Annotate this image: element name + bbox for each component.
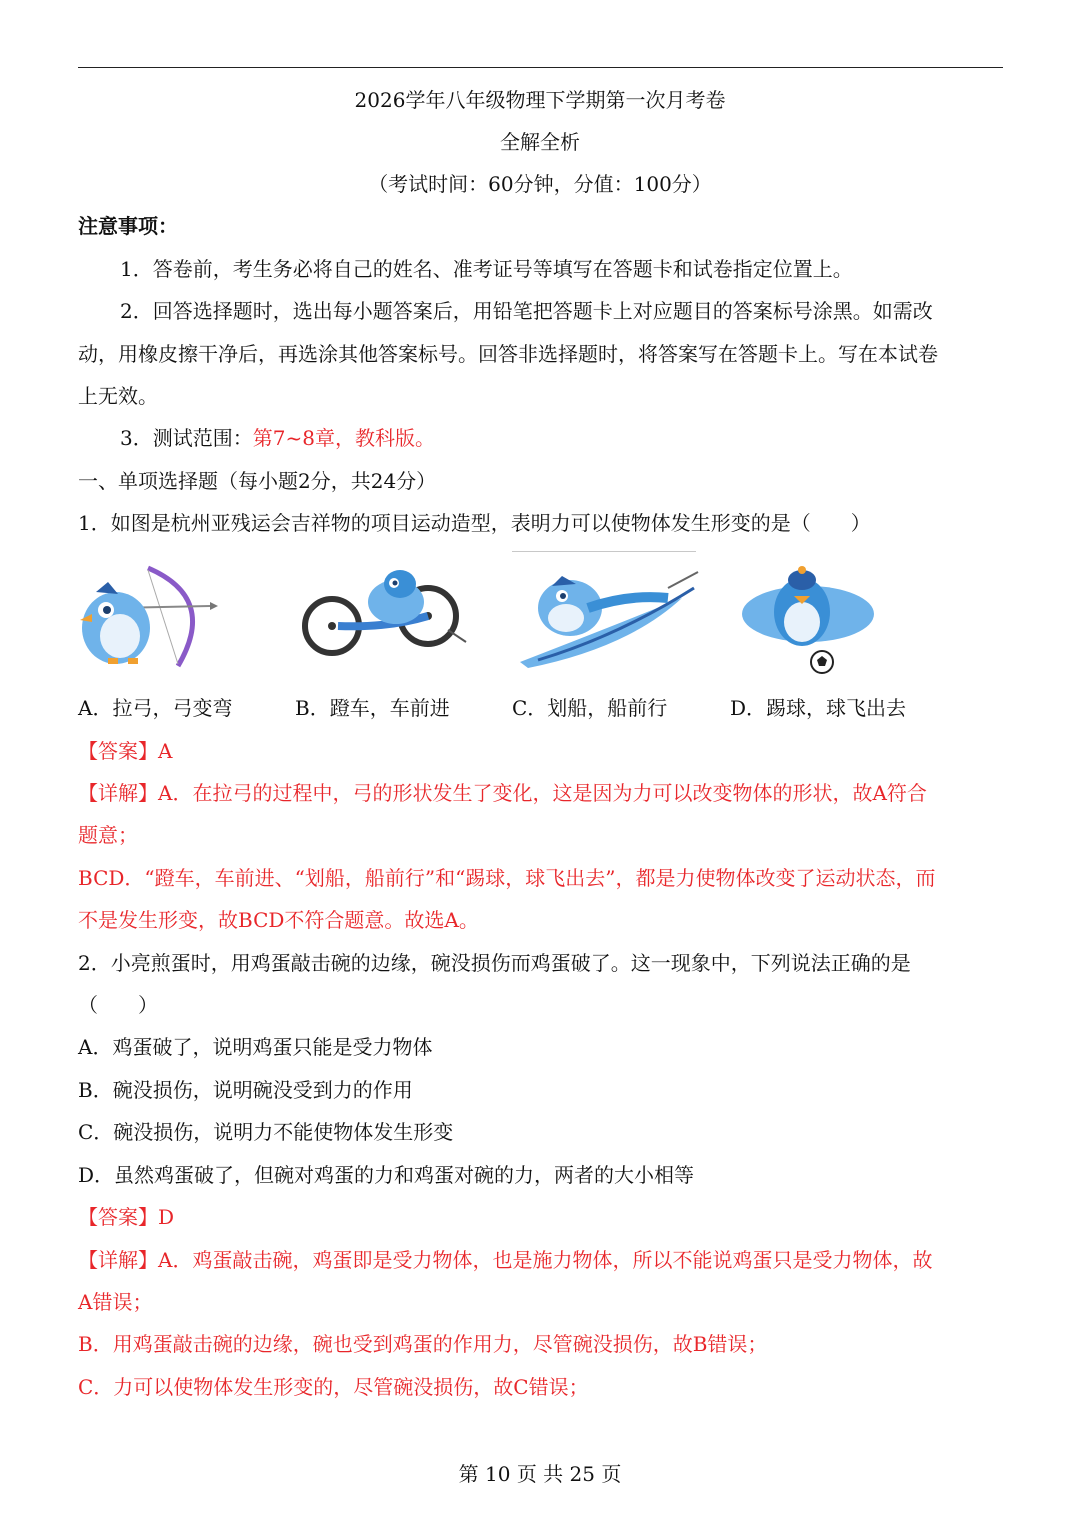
football-mascot-image: [738, 558, 924, 676]
q1-explain-line-1: 【详解】A．在拉弓的过程中，弓的形状发生了变化，这是因为力可以改变物体的形状，故A符合: [78, 781, 927, 805]
page-subtitle: 全解全析: [500, 130, 580, 154]
notes-heading: 注意事项：: [78, 214, 178, 238]
q2-stem-line-2: （ ）: [78, 993, 158, 1017]
q2-answer: 【答案】D: [78, 1205, 175, 1229]
exam-info: （考试时间：60分钟，分值：100分）: [368, 172, 712, 196]
q1-explain-line-4: 不是发生形变，故BCD不符合题意。故选A。: [78, 908, 479, 932]
q2-explain-line-2: A错误；: [78, 1290, 153, 1314]
q1-option-b: B．蹬车，车前进: [295, 696, 450, 720]
rowing-mascot-image: [518, 558, 704, 676]
notes-item-3-prefix: 3．测试范围：: [120, 426, 253, 450]
notes-item-2-line-1: 2．回答选择题时，选出每小题答案后，用铅笔把答题卡上对应题目的答案标号涂黑。如需改: [120, 299, 933, 323]
page-footer: 第 10 页 共 25 页: [458, 1462, 622, 1486]
test-scope: 第7~8章，教科版。: [252, 426, 435, 450]
q1-explain-line-2: 题意；: [78, 823, 138, 847]
header-rule: [78, 67, 1003, 68]
q1-explain-line-3: BCD．“蹬车，车前进、“划船，船前行”和“踢球，球飞出去”，都是力使物体改变了运动状态，而: [78, 866, 936, 890]
image-divider: [512, 551, 696, 552]
page-title: 2026学年八年级物理下学期第一次月考卷: [354, 88, 726, 112]
q2-explain-line-3: B．用鸡蛋敲击碗的边缘，碗也受到鸡蛋的作用力，尽管碗没损伤，故B错误；: [78, 1332, 768, 1356]
q1-option-c: C．划船，船前行: [512, 696, 668, 720]
archery-mascot-image: [78, 558, 264, 676]
q2-option-a: A．鸡蛋破了，说明鸡蛋只能是受力物体: [78, 1035, 433, 1059]
handcycle-mascot-image: [298, 558, 484, 676]
section-heading: 一、单项选择题（每小题2分，共24分）: [78, 469, 437, 493]
q2-explain-line-1: 【详解】A．鸡蛋敲击碗，鸡蛋即是受力物体，也是施力物体，所以不能说鸡蛋只是受力物体，故: [78, 1248, 933, 1272]
notes-item-2-line-3: 上无效。: [78, 384, 158, 408]
q2-option-b: B．碗没损伤，说明碗没受到力的作用: [78, 1078, 413, 1102]
q2-option-d: D．虽然鸡蛋破了，但碗对鸡蛋的力和鸡蛋对碗的力，两者的大小相等: [78, 1163, 695, 1187]
q1-option-a: A．拉弓，弓变弯: [78, 696, 233, 720]
q2-stem-line-1: 2．小亮煎蛋时，用鸡蛋敲击碗的边缘，碗没损伤而鸡蛋破了。这一现象中，下列说法正确的是: [78, 951, 911, 975]
notes-item-3: [120, 424, 435, 452]
q2-explain-line-4: C．力可以使物体发生形变的，尽管碗没损伤，故C错误；: [78, 1375, 589, 1399]
q1-answer: 【答案】A: [78, 739, 173, 763]
q1-stem: 1．如图是杭州亚残运会吉祥物的项目运动造型，表明力可以使物体发生形变的是（ ）: [78, 511, 871, 535]
q2-option-c: C．碗没损伤，说明力不能使物体发生形变: [78, 1120, 454, 1144]
notes-item-1: 1．答卷前，考生务必将自己的姓名、准考证号等填写在答题卡和试卷指定位置上。: [120, 257, 853, 281]
q1-option-d: D．踢球，球飞出去: [730, 696, 907, 720]
notes-item-2-line-2: 动，用橡皮擦干净后，再选涂其他答案标号。回答非选择题时，将答案写在答题卡上。写在本试卷: [78, 342, 938, 366]
